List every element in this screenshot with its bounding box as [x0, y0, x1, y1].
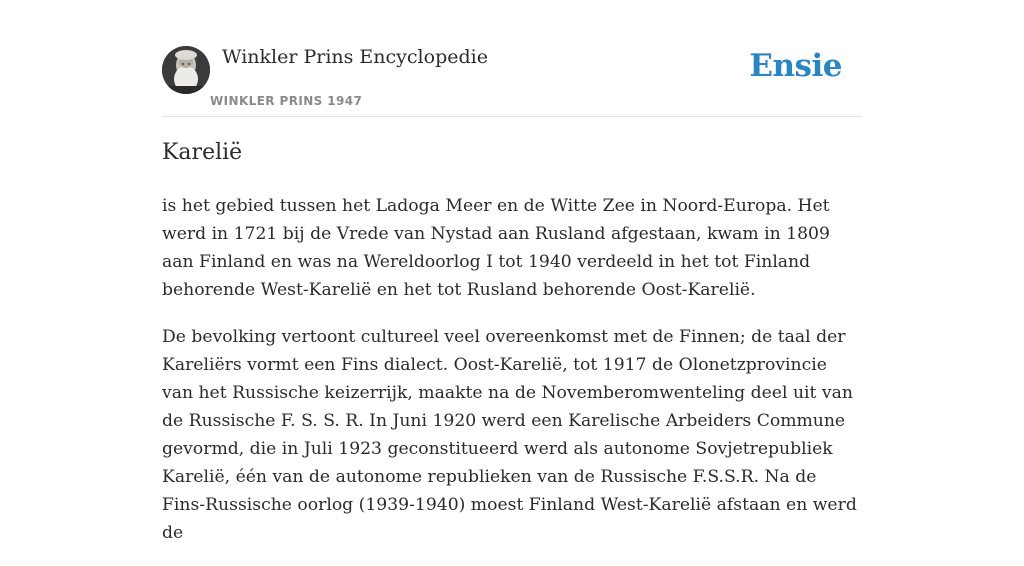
page — [162, 0, 862, 543]
source-label: WINKLER PRINS 1947 — [210, 94, 363, 108]
bearded-man-portrait-icon — [162, 46, 210, 94]
article-body — [162, 192, 862, 566]
site-title-link[interactable]: Winkler Prins Encyclopedie — [222, 46, 488, 68]
header — [162, 0, 862, 117]
author-avatar[interactable] — [162, 46, 210, 94]
ensie-logo[interactable]: Ensie — [749, 48, 842, 84]
article-title: Karelië — [162, 140, 243, 165]
paragraph: De bevolking vertoont cultureel veel overeenkomst met de Finnen; de taal der Kareliërs vormt een Fins dialect. Oost-Karelië, tot 1917 de Olonetzprovincie van het Russische keizerrijk, maakte na de Novemberomwenteling deel uit van de Russische F. S. S. R. In Juni 1920 werd een Karelische Arbeiders Commune gevormd, die in Juli 1923 geconstitueerd werd als autonome Sovjetrepubliek Karelië, één van de autonome republieken van de Russische F.S.S.R. Na de Fins-Russische oorlog (1939-1940) moest Finland West-Karelië afstaan en werd de — [162, 327, 857, 543]
paragraph: is het gebied tussen het Ladoga Meer en de Witte Zee in Noord-Europa. Het werd in 1721 bij de Vrede van Nystad aan Rusland afgestaan, kwam in 1809 aan Finland en was na Wereldoorlog I tot 1940 verdeeld in het tot Finland behorende West-Karelië en het tot Rusland behorende Oost-Karelië. — [162, 196, 830, 300]
